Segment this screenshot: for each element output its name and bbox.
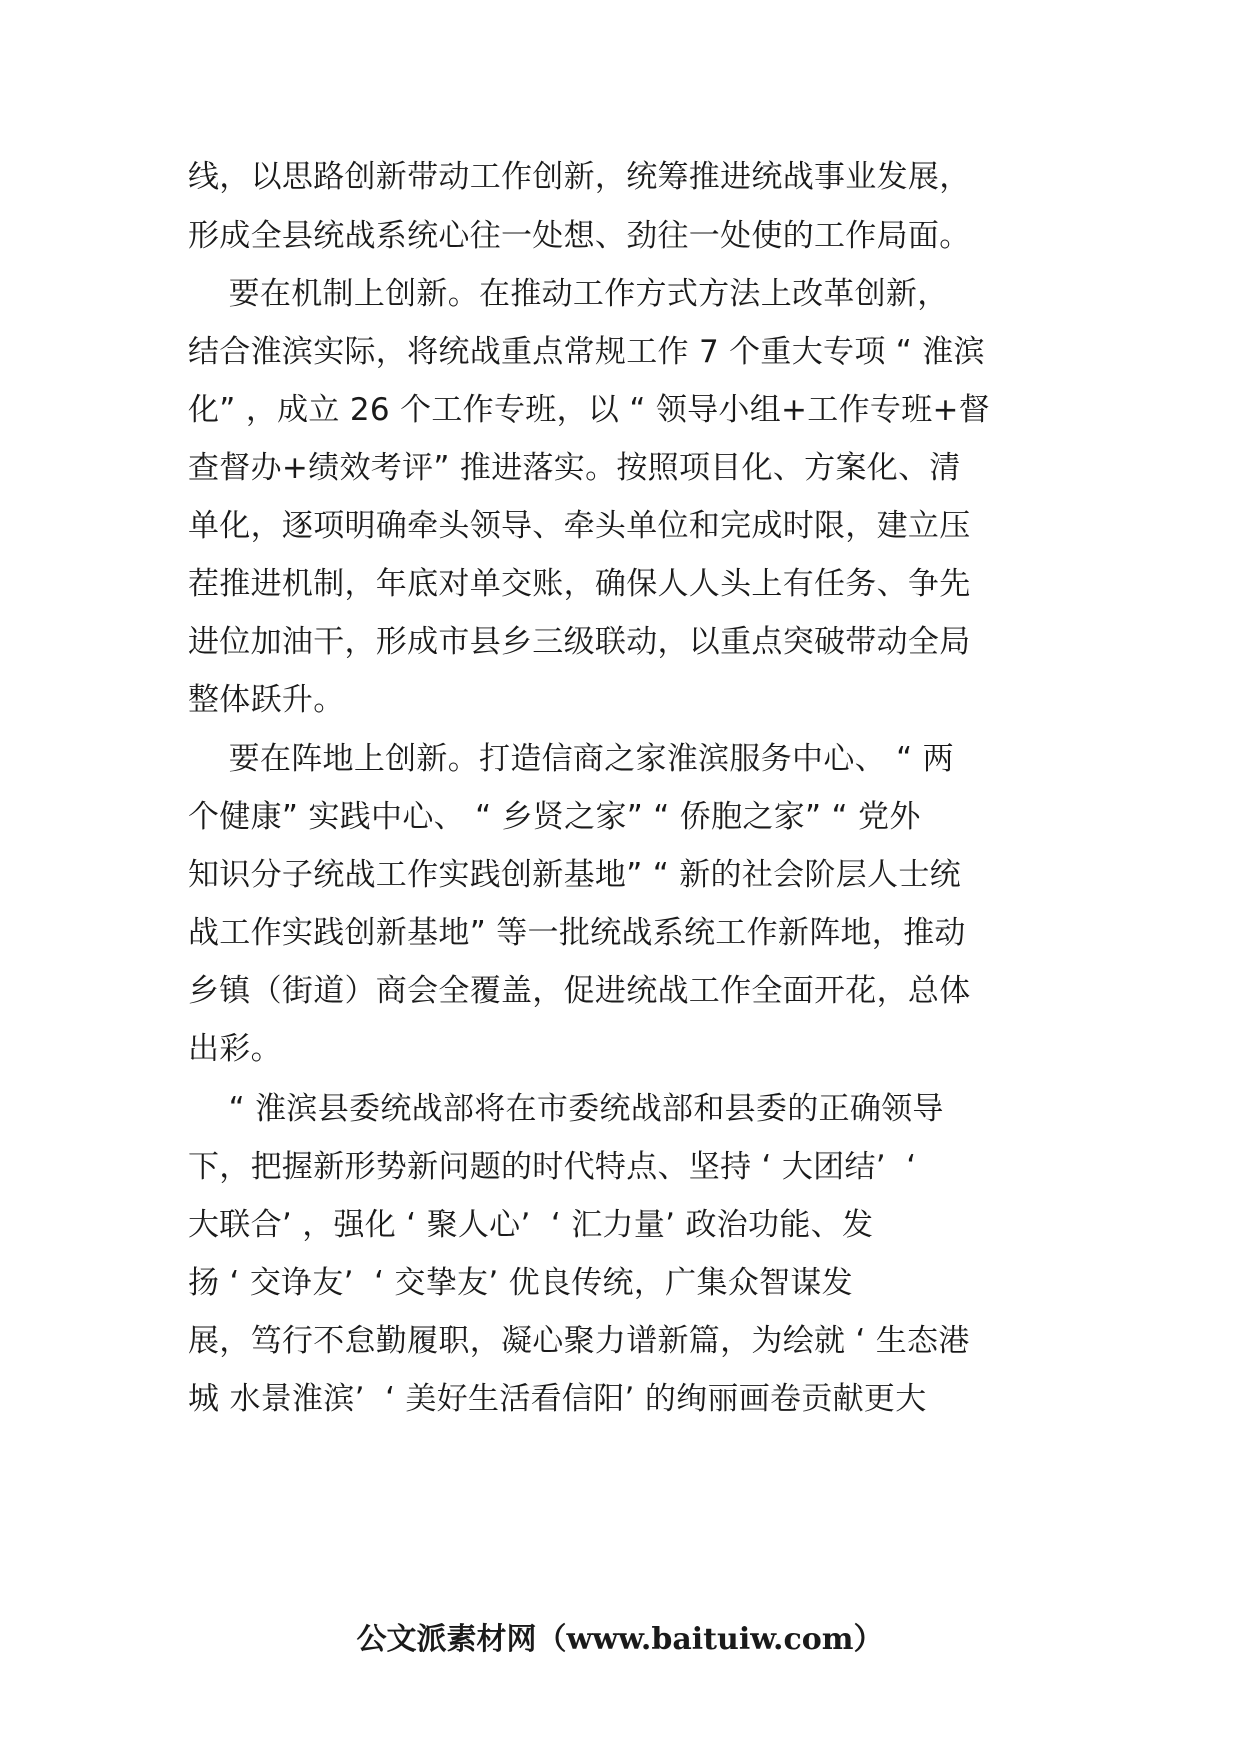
body-text-line: 战工作实践创新基地” 等一批统战系统工作新阵地，推动 [188, 915, 966, 951]
body-text-line: 线，以思路创新带动工作创新，统筹推进统战事业发展， [188, 159, 971, 195]
body-text-line: “ 淮滨县委统战部将在市委统战部和县委的正确领导 [188, 1091, 944, 1127]
body-text-line: 个健康” 实践中心、 “ 乡贤之家” “ 侨胞之家” “ 党外 [188, 799, 921, 835]
body-text-line: 要在阵地上创新。打造信商之家淮滨服务中心、 “ 两 [188, 741, 954, 777]
body-text-line: 茬推进机制，年底对单交账，确保人人头上有任务、争先 [188, 566, 971, 602]
body-text-line: 知识分子统战工作实践创新基地” “ 新的社会阶层人士统 [188, 857, 961, 893]
body-text-line: 城 水景淮滨’ ‘ 美好生活看信阳’ 的绚丽画卷贡献更大 [188, 1381, 927, 1417]
body-text-line: 乡镇（街道）商会全覆盖，促进统战工作全面开花，总体 [188, 973, 971, 1009]
body-text-line: 整体跃升。 [188, 682, 345, 718]
body-text-line: 出彩。 [188, 1031, 282, 1067]
body-text-line: 查督办+绩效考评” 推进落实。按照项目化、方案化、清 [188, 450, 961, 486]
body-text-line: 展，笃行不怠勤履职，凝心聚力谱新篇，为绘就 ‘ 生态港 [188, 1323, 970, 1359]
body-text-line: 单化，逐项明确牵头领导、牵头单位和完成时限，建立压 [188, 508, 971, 544]
footer-source-text: 公文派素材网（www.baituiw.com） [356, 1622, 884, 1657]
body-text-line: 扬 ‘ 交诤友’ ‘ 交挚友’ 优良传统，广集众智谋发 [188, 1265, 853, 1301]
body-text-line: 大联合’ ，强化 ‘ 聚人心’ ‘ 汇力量’ 政治功能、发 [188, 1207, 874, 1243]
body-text-line: 下，把握新形势新问题的时代特点、坚持 ‘ 大团结’ ‘ [188, 1149, 917, 1185]
body-text-line: 结合淮滨实际，将统战重点常规工作 7 个重大专项 “ 淮滨 [188, 334, 985, 370]
body-text-line: 进位加油干，形成市县乡三级联动，以重点突破带动全局 [188, 624, 971, 660]
body-text-line: 化” ，成立 26 个工作专班，以 “ 领导小组+工作专班+督 [188, 392, 991, 428]
body-text-line: 形成全县统战系统心往一处想、劲往一处使的工作局面。 [188, 218, 971, 254]
body-text-line: 要在机制上创新。在推动工作方式方法上改革创新， [188, 276, 949, 312]
